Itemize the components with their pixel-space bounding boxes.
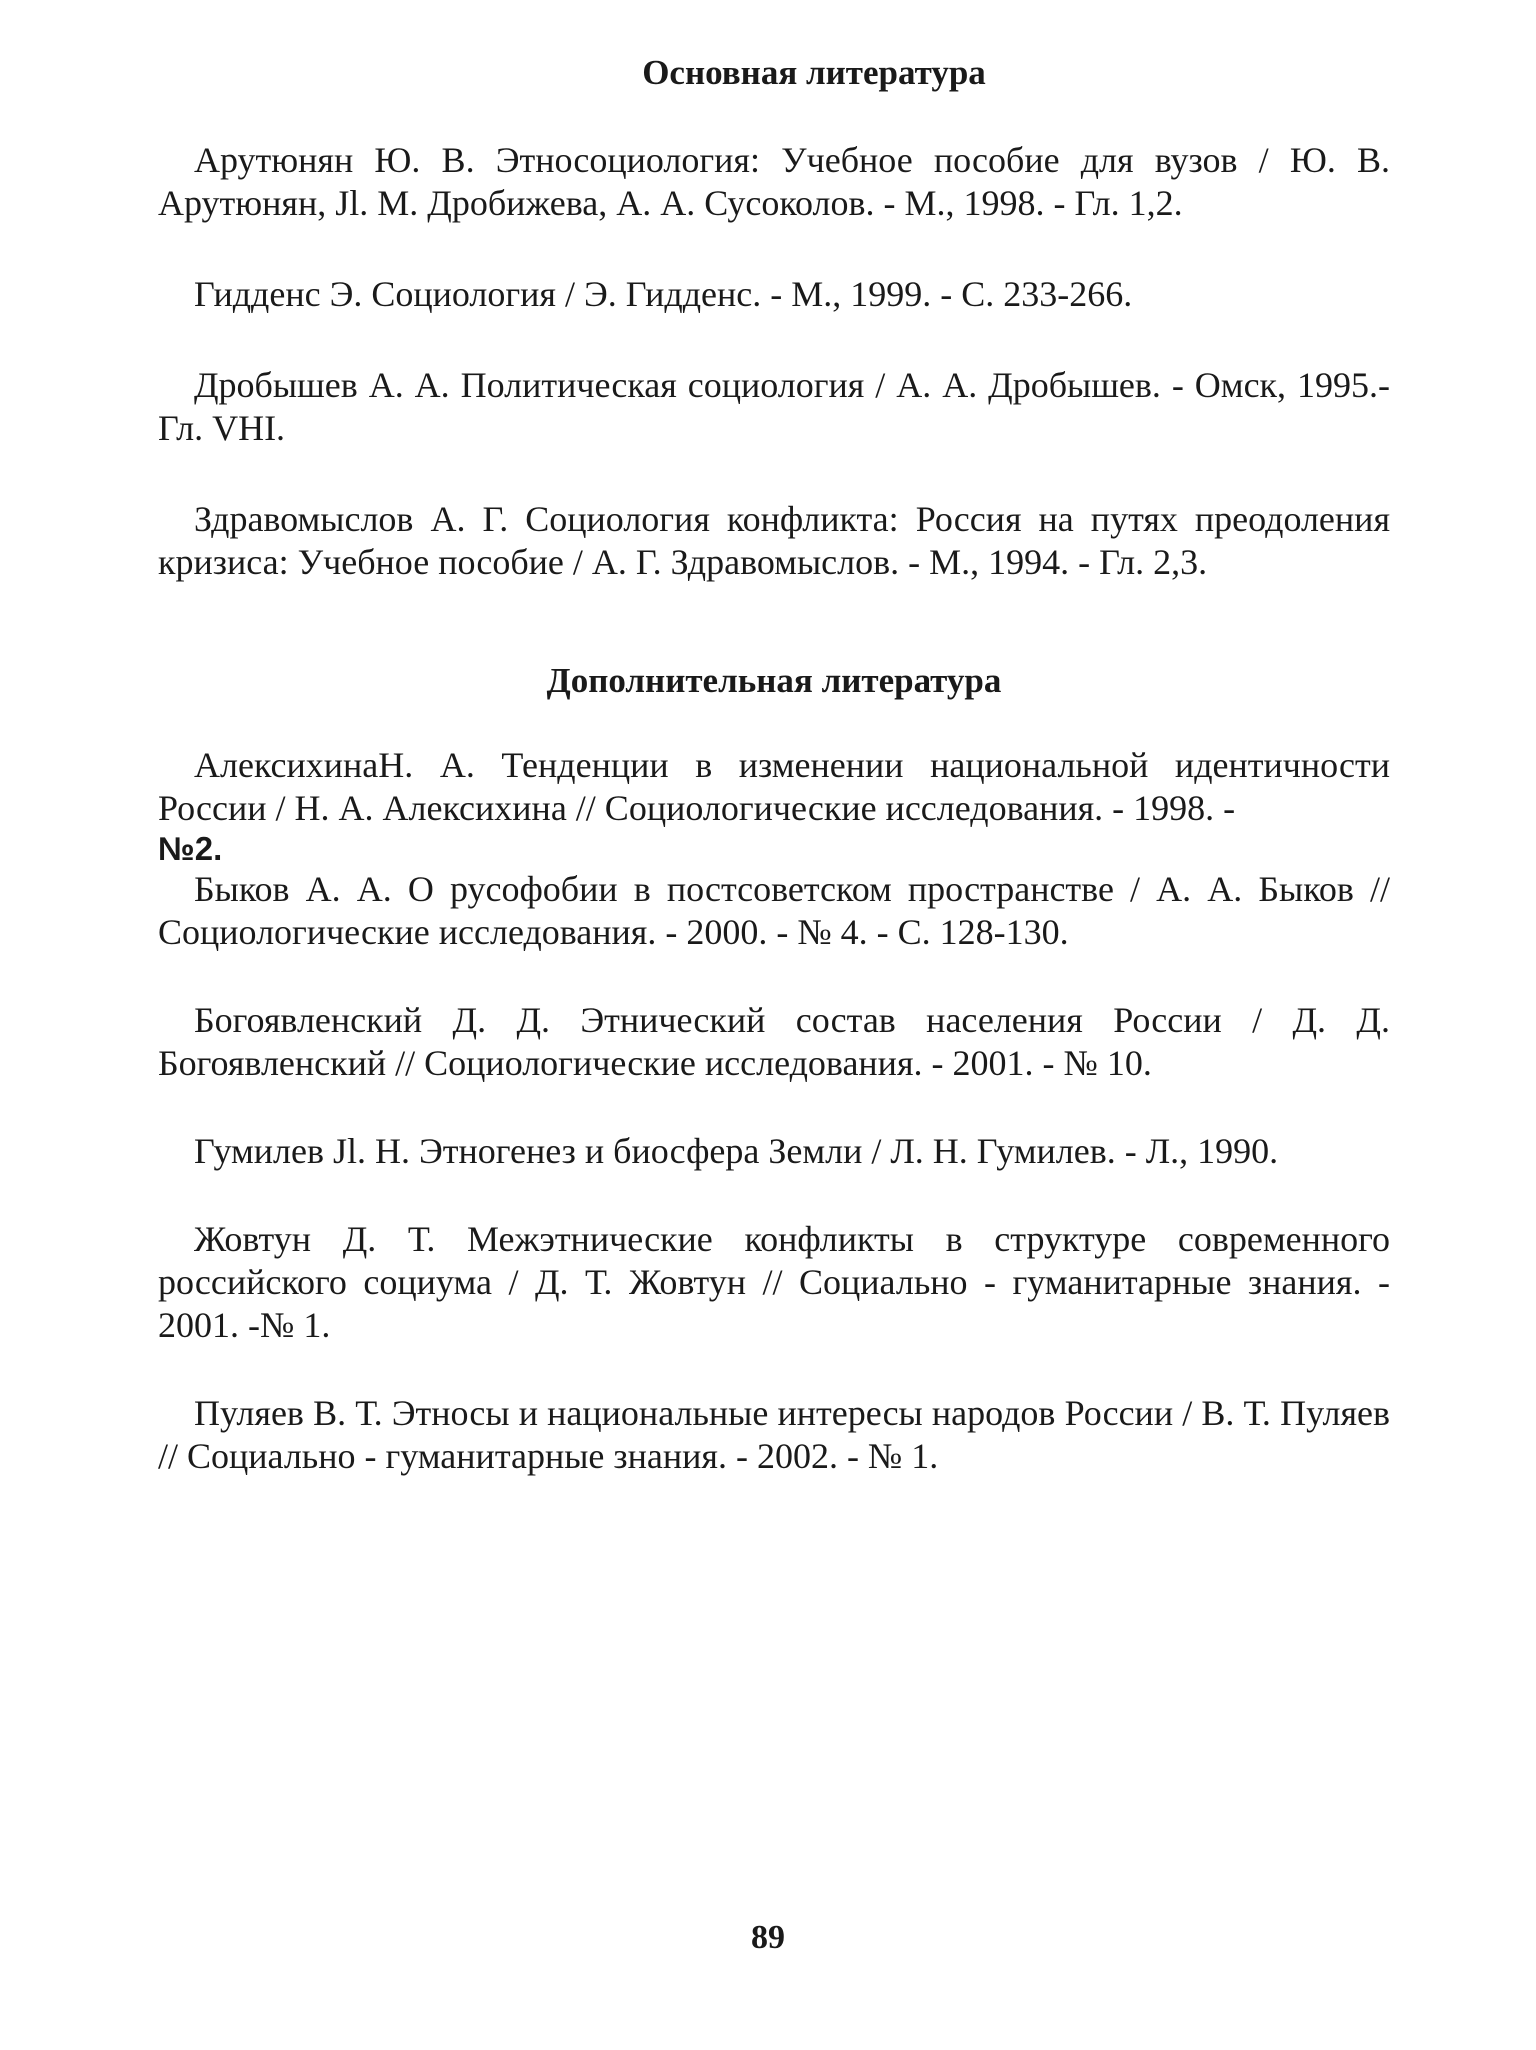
list-item: Дробышев А. А. Политическая социология / А. А. Дробышев. - Омск, 1995.- Гл. VHI. [158, 365, 1390, 448]
list-item: Гумилев Jl. Н. Этногенез и биосфера Земли / Л. Н. Гумилев. - Л., 1990. [194, 1131, 1279, 1171]
entry-text: АлексихинаН. А. Тенденции в изменении национальной идентичности России / Н. А. Алексихина // Социологические исследования. - 1998. - [158, 745, 1390, 828]
list-item: Гидденс Э. Социология / Э. Гидденс. - М., 1999. - С. 233-266. [194, 274, 1133, 314]
list-item: Жовтун Д. Т. Межэтнические конфликты в структуре современного российского социума / Д. Т. Жовтун // Социально - гуманитарные знания. - 2001. -№ 1. [158, 1219, 1390, 1345]
list-item [158, 744, 1390, 868]
page-content [158, 40, 1390, 1478]
list-item: Арутюнян Ю. В. Этносоциология: Учебное пособие для вузов / Ю. В. Арутюнян, Jl. М. Дробижева, А. А. Сусоколов. - М., 1998. - Гл. 1,2. [158, 140, 1390, 223]
list-item: Пуляев В. Т. Этносы и национальные интересы народов России / В. Т. Пуляев // Социально - гуманитарные знания. - 2002. - № 1. [158, 1393, 1390, 1476]
list-item: Здравомыслов А. Г. Социология конфликта: Россия на путях преодоления кризиса: Учебное пособие / А. Г. Здравомыслов. - М., 1994. - Гл. 2,3. [158, 499, 1390, 582]
main-literature-list [158, 139, 1390, 584]
additional-literature-heading: Дополнительная литература [546, 661, 1002, 700]
additional-literature-list [158, 744, 1390, 1478]
main-literature-heading: Основная литература [642, 53, 986, 92]
page-number: 89 [751, 1919, 785, 1956]
list-item: Богоявленский Д. Д. Этнический состав населения России / Д. Д. Богоявленский // Социологические исследования. - 2001. - № 10. [158, 1000, 1390, 1083]
list-item: Быков А. А. О русофобии в постсоветском пространстве / А. А. Быков // Социологические исследования. - 2000. - № 4. - С. 128-130. [158, 869, 1390, 952]
issue-number: №2. [158, 830, 223, 867]
